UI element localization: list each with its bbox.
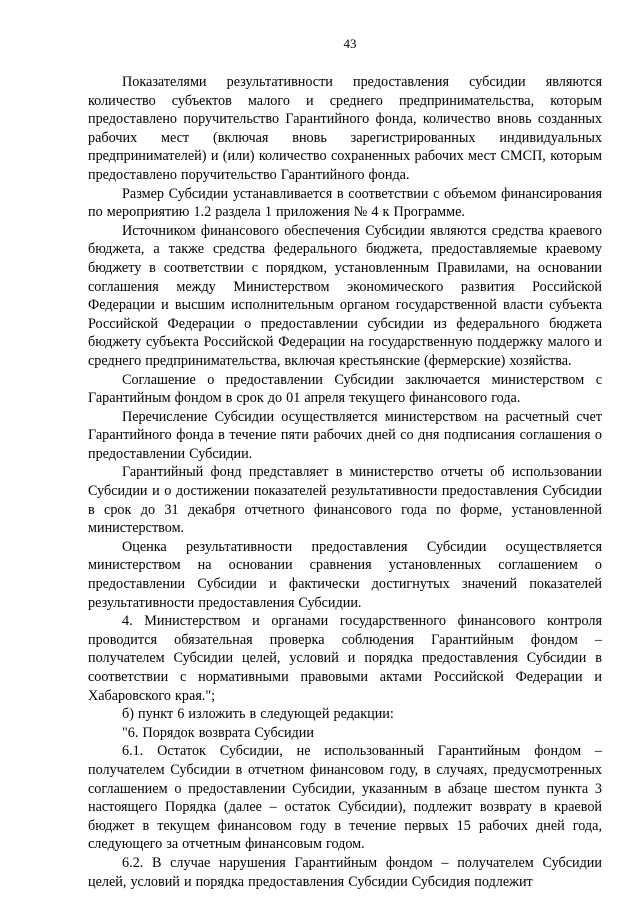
- paragraph-funding-source: Источником финансового обеспечения Субсидии являются средства краевого бюджета, а также средства федерального бюджета, предоставляемые краевому бюджету в соответствии с порядком, установленным Правилами, на основании соглашения между Министерством экономического развития Российской Федерации и высшим исполнительным органом государственной власти субъекта Российской Федерации о предоставлении субсидии из федерального бюджета бюджету субъекта Российской Федерации на государственную поддержку малого и среднего предпринимательства, включая крестьянские (фермерские) хозяйства.: [88, 222, 602, 369]
- paragraph-evaluation: Оценка результативности предоставления Субсидии осуществляется министерством на основании сравнения установленных соглашением о предоставлении Субсидии и фактически достигнутых значений показателей результативности предоставления Субсидии.: [88, 538, 602, 611]
- paragraph-subsidy-amount: Размер Субсидии устанавливается в соответствии с объемом финансирования по мероприятию 1.2 раздела 1 приложения № 4 к Программе.: [88, 185, 602, 221]
- paragraph-control-check: 4. Министерством и органами государственного финансового контроля проводится обязательная проверка соблюдения Гарантийным фондом – получателем Субсидии целей, условий и порядка предоставления Субсидии в соответствии с нормативными правовыми актами Российской Федерации и Хабаровского края.";: [88, 613, 602, 704]
- paragraph-transfer: Перечисление Субсидии осуществляется министерством на расчетный счет Гарантийного фонда в течение пяти рабочих дней со дня подписания соглашения о предоставлении Субсидии.: [88, 408, 602, 462]
- paragraph-6-2: 6.2. В случае нарушения Гарантийным фондом – получателем Субсидии целей, условий и порядка предоставления Субсидии Субсидия подлежит: [88, 854, 602, 890]
- page-number: 43: [343, 36, 357, 51]
- section-heading-refund-procedure: "6. Порядок возврата Субсидии: [122, 724, 314, 741]
- paragraph-performance-indicators: Показателями результативности предоставления субсидии являются количество субъектов малого и среднего предпринимательства, которым предоставлено поручительство Гарантийного фонда, количество вновь созданных рабочих мест (включая вновь зарегистрированных индивидуальных предпринимателей) и (или) количество сохраненных рабочих мест СМСП, которым предоставлено поручительство Гарантийного фонда.: [88, 74, 602, 183]
- paragraph-6-1: 6.1. Остаток Субсидии, не использованный Гарантийным фондом – получателем Субсидии в отчетном финансовом году, в случаях, предусмотренных соглашением о предоставлении Субсидии, указанным в абзаце шестом пункта 3 настоящего Порядка (далее – остаток Субсидии), подлежит возврату в краевой бюджет в текущем финансовом году в течение первых 15 рабочих дней года, следующего за отчетным финансовым годом.: [88, 743, 602, 853]
- paragraph-agreement: Соглашение о предоставлении Субсидии заключается министерством с Гарантийным фондом в срок до 01 апреля текущего финансового года.: [88, 371, 602, 407]
- paragraph-amendment-b: б) пункт 6 изложить в следующей редакции:: [122, 706, 394, 723]
- paragraph-reports: Гарантийный фонд представляет в министерство отчеты об использовании Субсидии и о достижении показателей результативности предоставления Субсидии в срок до 31 декабря отчетного финансового года по форме, установленной министерством.: [88, 464, 602, 537]
